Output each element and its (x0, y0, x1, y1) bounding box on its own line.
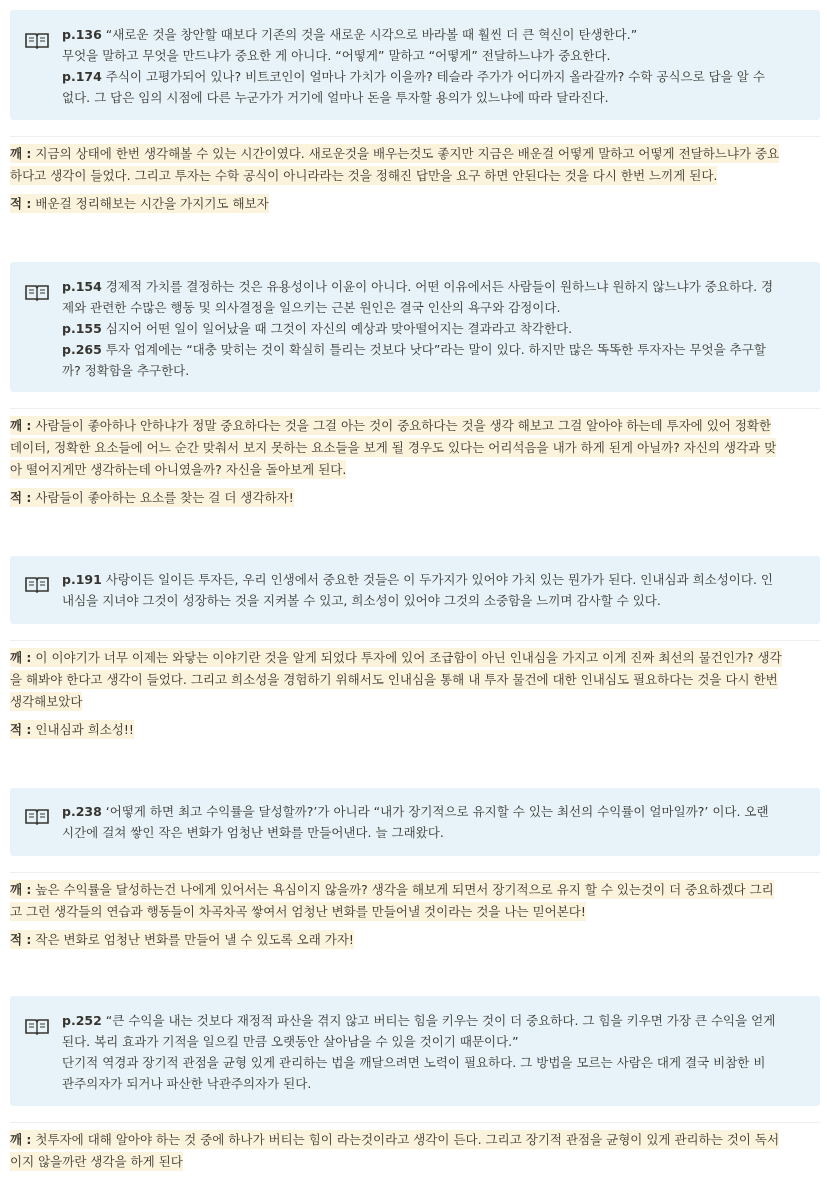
quote-text: 내심을 지녀야 그것이 성장하는 것을 지켜볼 수 있고, 희소성이 있어야 그것의 소중함을 느끼며 감사할 수 있다. (62, 593, 661, 608)
quote-line (62, 1073, 806, 1094)
divider (10, 136, 820, 137)
insight-text: 을 해봐야 한다고 생각이 들었다. 그리고 희소성을 경험하기 위해서도 인내심을 통해 내 투자 물건에 대한 인내심도 필요하다는 것을 다시 한번 (10, 672, 778, 687)
insight-text: 하다고 생각이 들었다. 그리고 투자는 수학 공식이 아니라라는 것을 정해진 답만을 요구 하면 안된다는 것을 다시 한번 느끼게 된다. (10, 168, 718, 183)
quote-callout (10, 788, 820, 856)
quote-text: 까? 정확함을 추구한다. (62, 363, 190, 378)
insight-note (10, 879, 820, 951)
insight-line (10, 1129, 820, 1151)
page-number: p.191 (62, 572, 102, 587)
quote-line (62, 590, 806, 611)
action-text: 작은 변화로 엄청난 변화를 만들어 낼 수 있도록 오래 가자! (35, 932, 354, 947)
action-line (10, 719, 820, 741)
insight-line (10, 691, 820, 713)
divider (10, 408, 820, 409)
action-line (10, 487, 820, 509)
quote-text: 투자 업계에는 “대충 맞히는 것이 확실히 틀리는 것보다 낫다”라는 말이 있다. 하지만 많은 똑똑한 투자자는 무엇을 추구할 (105, 342, 766, 357)
quote-text: 심지어 어떤 일이 일어났을 때 그것이 자신의 예상과 맞아떨어지는 결과라고 착각한다. (105, 321, 573, 336)
insight-text: 데이터, 정확한 요소들에 어느 순간 맞춰서 보지 못하는 요소들을 보게 될 경우도 있다는 어리석음을 내가 하게 된게 아닐까? 자신의 생각과 맞 (10, 440, 777, 455)
quote-line (62, 339, 806, 360)
page-number: p.238 (62, 804, 102, 819)
action-line (10, 929, 820, 951)
insight-note (10, 647, 820, 741)
quote-line (62, 1010, 806, 1031)
insight-text: 사람들이 좋아하나 안하냐가 정말 중요하다는 것을 그걸 아는 것이 중요하다는 것을 생각 해보고 그걸 알아야 하는데 투자에 있어 정확한 (35, 418, 772, 433)
action-label: 적 : (10, 722, 32, 737)
quote-line (62, 822, 806, 843)
quote-line (62, 569, 806, 590)
page-number: p.155 (62, 321, 102, 336)
quote-text: 제와 관련한 수많은 행동 및 의사결정을 일으키는 근본 원인은 결국 인산의 욕구와 감정이다. (62, 300, 561, 315)
insight-line (10, 459, 820, 481)
quote-callout (10, 10, 820, 120)
quote-text: 시간에 걸쳐 쌓인 작은 변화가 엄청난 변화를 만들어낸다. 늘 그래왔다. (62, 825, 444, 840)
quote-line (62, 87, 806, 108)
insight-line (10, 165, 820, 187)
insight-text: 아 떨어지게만 생각하는데 아니였을까? 자신을 돌아보게 된다. (10, 462, 347, 477)
insight-label: 깨 : (10, 418, 32, 433)
action-label: 적 : (10, 490, 32, 505)
action-label: 적 : (10, 196, 32, 211)
reading-note-section (10, 10, 820, 215)
insight-line (10, 647, 820, 669)
action-label: 적 : (10, 932, 32, 947)
insight-text: 지금의 상태에 한번 생각해볼 수 있는 시간이였다. 새로운것을 배우는것도 좋지만 지금은 배운걸 어떻게 말하고 어떻게 전달하느냐가 중요 (35, 146, 780, 161)
reading-note-section (10, 996, 820, 1173)
page-number: p.154 (62, 279, 102, 294)
quote-callout (10, 262, 820, 392)
action-text: 사람들이 좋아하는 요소를 찾는 걸 더 생각하자! (35, 490, 294, 505)
insight-line (10, 143, 820, 165)
reading-note-section (10, 262, 820, 509)
quote-line (62, 360, 806, 381)
quote-line (62, 276, 806, 297)
action-line (10, 193, 820, 215)
page-number: p.252 (62, 1013, 102, 1028)
insight-label: 깨 : (10, 1132, 32, 1147)
insight-label: 깨 : (10, 146, 32, 161)
quote-line (62, 66, 806, 87)
insight-line (10, 669, 820, 691)
quote-line (62, 24, 806, 45)
page-number: p.265 (62, 342, 102, 357)
insight-text: 첫투자에 대해 알아야 하는 것 중에 하나가 버티는 힘이 라는것이라고 생각이 든다. 그리고 장기적 관점을 균형이 있게 관리하는 것이 독서 (35, 1132, 780, 1147)
quote-line (62, 297, 806, 318)
reading-note-section (10, 556, 820, 741)
page-number: p.174 (62, 69, 102, 84)
action-text: 인내심과 희소성!! (35, 722, 134, 737)
open-book-icon (24, 1016, 50, 1036)
insight-note (10, 143, 820, 215)
action-text: 배운걸 정리해보는 시간을 가지기도 해보자 (35, 196, 269, 211)
insight-line (10, 1151, 820, 1173)
quote-line (62, 1052, 806, 1073)
quote-line (62, 1031, 806, 1052)
divider (10, 872, 820, 873)
page-number: p.136 (62, 27, 102, 42)
quote-text: ‘어떻게 하면 최고 수익률을 달성할까?’가 아니라 “내가 장기적으로 유지할 수 있는 최선의 수익률이 얼마일까?’ 이다. 오랜 (105, 804, 769, 819)
divider (10, 1122, 820, 1123)
quote-line (62, 801, 806, 822)
open-book-icon (24, 574, 50, 594)
insight-line (10, 415, 820, 437)
insight-label: 깨 : (10, 882, 32, 897)
quote-text: “새로운 것을 창안할 때보다 기존의 것을 새로운 시각으로 바라볼 때 훨씬 더 큰 혁신이 탄생한다.” (105, 27, 638, 42)
quote-text: 단기적 역경과 장기적 관점을 균형 있게 관리하는 법을 깨달으려면 노력이 필요하다. 그 방법을 모르는 사람은 대게 결국 비참한 비 (62, 1055, 766, 1070)
open-book-icon (24, 282, 50, 302)
open-book-icon (24, 30, 50, 50)
quote-callout (10, 556, 820, 624)
insight-line (10, 879, 820, 901)
quote-text: 무엇을 말하고 무엇을 만드냐가 중요한 게 아니다. “어떻게” 말하고 “어떻게” 전달하느냐가 중요한다. (62, 48, 611, 63)
quote-text: 사랑이든 일이든 투자든, 우리 인생에서 중요한 것들은 이 두가지가 있어야 가치 있는 뭔가가 된다. 인내심과 희소성이다. 인 (105, 572, 773, 587)
insight-line (10, 901, 820, 923)
insight-line (10, 437, 820, 459)
quote-text: “큰 수익을 내는 것보다 재정적 파산을 겪지 않고 버티는 힘을 키우는 것이 더 중요하다. 그 힘을 키우면 가장 큰 수익을 얻게 (105, 1013, 776, 1028)
insight-text: 고 그런 생각들의 연습과 행동들이 차곡차곡 쌓여서 엄청난 변화를 만들어낼 것이라는 것을 나는 믿어본다! (10, 904, 586, 919)
insight-text: 이지 않을까란 생각을 하게 된다 (10, 1154, 183, 1169)
insight-label: 깨 : (10, 650, 32, 665)
quote-text: 경제적 가치를 결정하는 것은 유용성이나 이윤이 아니다. 어떤 이유에서든 사람들이 원하느냐 원하지 않느냐가 중요하다. 경 (105, 279, 774, 294)
insight-text: 생각해보았다 (10, 694, 83, 709)
quote-text: 된다. 복리 효과가 기적을 일으킬 만큼 오랫동안 살아남을 수 있을 것이기 때문이다.” (62, 1034, 519, 1049)
open-book-icon (24, 806, 50, 826)
quote-line (62, 318, 806, 339)
insight-note (10, 415, 820, 509)
quote-callout (10, 996, 820, 1106)
insight-note (10, 1129, 820, 1173)
reading-note-section (10, 788, 820, 951)
quote-text: 주식이 고평가되어 있나? 비트코인이 얼마나 가치가 이을까? 테슬라 주가가 어디까지 올라갈까? 수학 공식으로 답을 알 수 (105, 69, 765, 84)
insight-text: 이 이야기가 너무 이제는 와닿는 이야기란 것을 알게 되었다 투자에 있어 조급함이 아닌 인내심을 가지고 이게 진짜 최선의 물건인가? 생각 (35, 650, 782, 665)
quote-line (62, 45, 806, 66)
insight-text: 높은 수익률을 달성하는건 나에게 있어서는 욕심이지 않을까? 생각을 해보게 되면서 장기적으로 유지 할 수 있는것이 더 중요하겠다 그리 (35, 882, 774, 897)
divider (10, 640, 820, 641)
quote-text: 없다. 그 답은 임의 시점에 다른 누군가가 거기에 얼마나 돈을 투자할 용의가 있느냐에 따라 달라진다. (62, 90, 609, 105)
quote-text: 관주의자가 되거나 파산한 낙관주의자가 된다. (62, 1076, 312, 1091)
